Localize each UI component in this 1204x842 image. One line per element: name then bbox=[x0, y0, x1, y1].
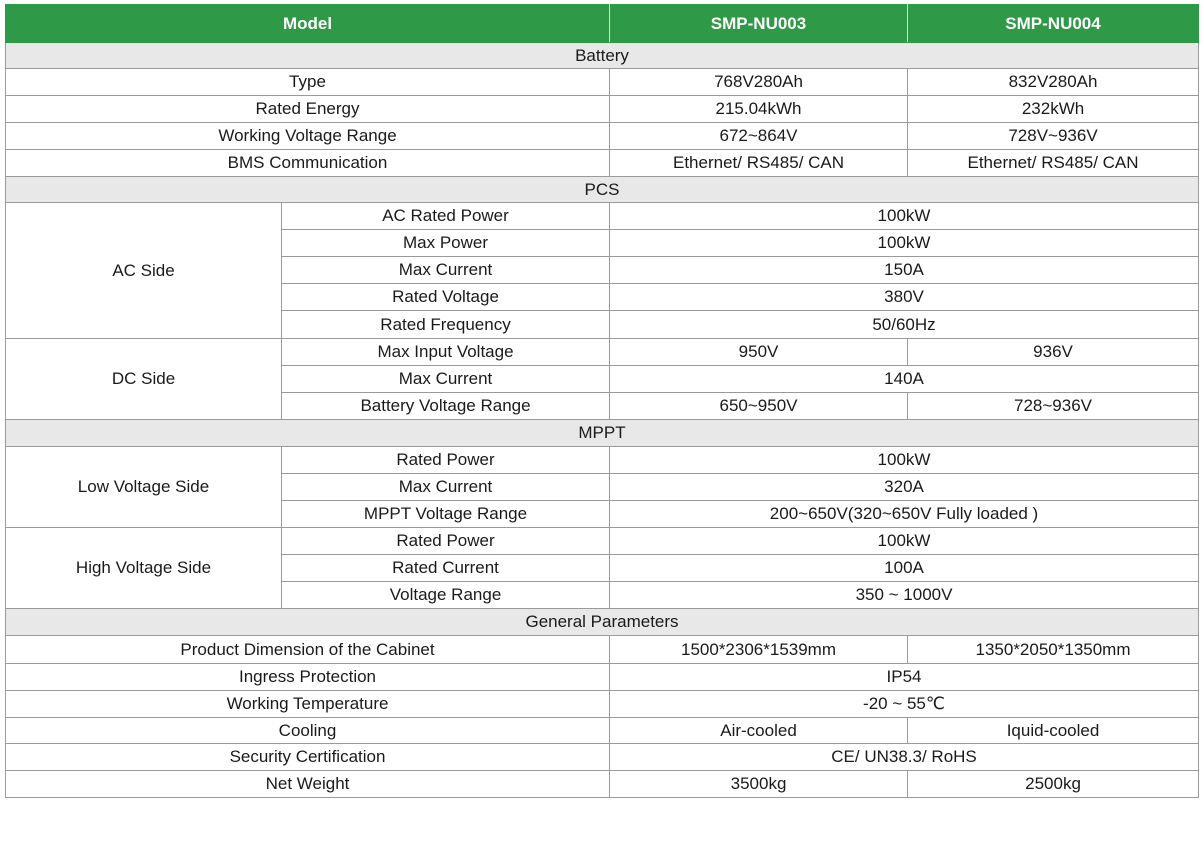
cell-b: 936V bbox=[908, 339, 1199, 366]
row-label: Max Input Voltage bbox=[282, 339, 610, 366]
table-row bbox=[6, 96, 1199, 123]
row-label: Voltage Range bbox=[282, 582, 610, 609]
cell-a: 950V bbox=[610, 339, 908, 366]
cell-merged: 150A bbox=[610, 257, 1199, 284]
cell-merged: 320A bbox=[610, 474, 1199, 501]
row-label: Rated Current bbox=[282, 555, 610, 582]
row-label: Type bbox=[6, 69, 610, 96]
cell-a: Ethernet/ RS485/ CAN bbox=[610, 150, 908, 177]
table-row bbox=[6, 203, 1199, 230]
cell-merged: 100kW bbox=[610, 447, 1199, 474]
header-model: Model bbox=[6, 5, 610, 43]
table-row bbox=[6, 691, 1199, 718]
table-row bbox=[6, 69, 1199, 96]
row-label: AC Rated Power bbox=[282, 203, 610, 230]
cell-b: Iquid-cooled bbox=[908, 718, 1199, 744]
row-label: Rated Power bbox=[282, 447, 610, 474]
cell-merged: -20 ~ 55℃ bbox=[610, 691, 1199, 718]
spec-table bbox=[5, 4, 1199, 798]
header-col-a: SMP-NU003 bbox=[610, 5, 908, 43]
cell-b: 728V~936V bbox=[908, 123, 1199, 150]
cell-a: 768V280Ah bbox=[610, 69, 908, 96]
row-label: BMS Communication bbox=[6, 150, 610, 177]
cell-merged: 140A bbox=[610, 366, 1199, 393]
row-label: Max Current bbox=[282, 257, 610, 284]
cell-a: 3500kg bbox=[610, 771, 908, 798]
table-row bbox=[6, 339, 1199, 366]
row-label: Max Current bbox=[282, 366, 610, 393]
row-label: Max Power bbox=[282, 230, 610, 257]
table-row bbox=[6, 528, 1199, 555]
cell-merged: CE/ UN38.3/ RoHS bbox=[610, 744, 1199, 771]
row-label: MPPT Voltage Range bbox=[282, 501, 610, 528]
cell-b: 1350*2050*1350mm bbox=[908, 636, 1199, 664]
row-label: Working Temperature bbox=[6, 691, 610, 718]
section-mppt: MPPT bbox=[6, 420, 1199, 447]
cell-merged: 100kW bbox=[610, 230, 1199, 257]
table-row bbox=[6, 744, 1199, 771]
table-row bbox=[6, 123, 1199, 150]
table-row bbox=[6, 718, 1199, 744]
table-row bbox=[6, 447, 1199, 474]
row-label: Max Current bbox=[282, 474, 610, 501]
cell-merged: IP54 bbox=[610, 664, 1199, 691]
cell-a: Air-cooled bbox=[610, 718, 908, 744]
cell-b: 832V280Ah bbox=[908, 69, 1199, 96]
row-label: Rated Power bbox=[282, 528, 610, 555]
table-row bbox=[6, 771, 1199, 798]
cell-merged: 100kW bbox=[610, 203, 1199, 230]
table-row bbox=[6, 150, 1199, 177]
row-label: Working Voltage Range bbox=[6, 123, 610, 150]
cell-merged: 380V bbox=[610, 284, 1199, 311]
row-label: Rated Frequency bbox=[282, 311, 610, 339]
header-col-b: SMP-NU004 bbox=[908, 5, 1199, 43]
section-battery: Battery bbox=[6, 43, 1199, 69]
cell-b: Ethernet/ RS485/ CAN bbox=[908, 150, 1199, 177]
group-dc-side: DC Side bbox=[6, 339, 282, 420]
cell-merged: 100A bbox=[610, 555, 1199, 582]
cell-b: 232kWh bbox=[908, 96, 1199, 123]
cell-merged: 50/60Hz bbox=[610, 311, 1199, 339]
group-high-voltage-side: High Voltage Side bbox=[6, 528, 282, 609]
table-row bbox=[6, 664, 1199, 691]
cell-a: 672~864V bbox=[610, 123, 908, 150]
cell-merged: 200~650V(320~650V Fully loaded ) bbox=[610, 501, 1199, 528]
group-ac-side: AC Side bbox=[6, 203, 282, 339]
cell-b: 2500kg bbox=[908, 771, 1199, 798]
section-general: General Parameters bbox=[6, 609, 1199, 636]
row-label: Rated Voltage bbox=[282, 284, 610, 311]
group-low-voltage-side: Low Voltage Side bbox=[6, 447, 282, 528]
section-pcs: PCS bbox=[6, 177, 1199, 203]
row-label: Security Certification bbox=[6, 744, 610, 771]
row-label: Cooling bbox=[6, 718, 610, 744]
row-label: Product Dimension of the Cabinet bbox=[6, 636, 610, 664]
cell-a: 1500*2306*1539mm bbox=[610, 636, 908, 664]
cell-merged: 100kW bbox=[610, 528, 1199, 555]
table-row bbox=[6, 636, 1199, 664]
cell-b: 728~936V bbox=[908, 393, 1199, 420]
cell-a: 215.04kWh bbox=[610, 96, 908, 123]
row-label: Ingress Protection bbox=[6, 664, 610, 691]
cell-a: 650~950V bbox=[610, 393, 908, 420]
table-header-row bbox=[6, 5, 1199, 43]
row-label: Battery Voltage Range bbox=[282, 393, 610, 420]
row-label: Rated Energy bbox=[6, 96, 610, 123]
row-label: Net Weight bbox=[6, 771, 610, 798]
cell-merged: 350 ~ 1000V bbox=[610, 582, 1199, 609]
